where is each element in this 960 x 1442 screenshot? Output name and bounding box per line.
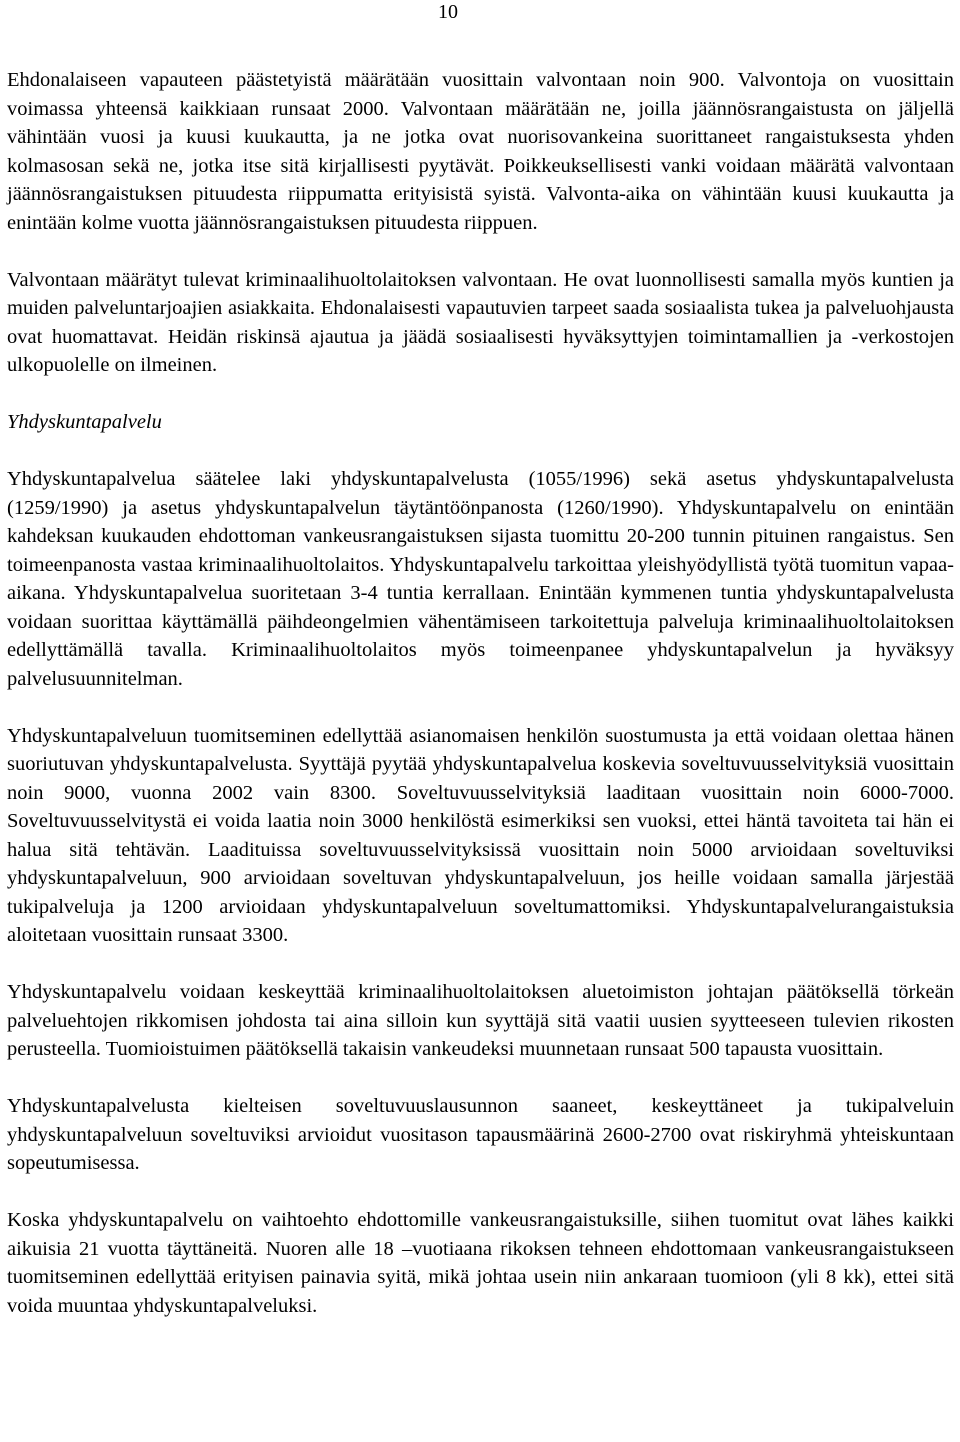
paragraph-parole-supervision: Ehdonalaiseen vapauteen päästetyistä määrätään vuosittain valvontaan noin 900. Valvontoja on vuosittain voimassa yhteensä kaikkiaan runsaat 2000. Valvontaan määrätään ne, joilla jäännösrangaistusta on jäljellä vähintään vuosi ja kuusi kuukautta, ja ne jotka ovat nuorisovankeina suorittaneet rangaistuksesta yhden kolmasosan sekä ne, jotka itse sitä kirjallisesti pyytävät. Poikkeuksellisesti vanki voidaan määrätä valvontaan jäännösrangaistuksen pituudesta riippumatta erityisistä syistä. Valvonta-aika on vähintään kuusi kuukautta ja enintään kolme vuotta jäännösrangaistuksen pituudesta riippuen. bbox=[7, 69, 954, 234]
document-body bbox=[7, 66, 954, 1320]
paragraph-age-groups: Koska yhdyskuntapalvelu on vaihtoehto ehdottomille vankeusrangaistuksille, siihen tuomitut ovat lähes kaikki aikuisia 21 vuotta täyttäneitä. Nuoren alle 18 –vuotiaana rikoksen tehneen ehdottomaan vankeusrangaistukseen tuomitseminen edellyttää erityisen painavia syitä, mikä johtaa usein niin ankaraan tuomioon (yli 8 kk), ettei sitä voida muuntaa yhdyskuntapalveluksi. bbox=[7, 1209, 954, 1317]
paragraph-suitability-assessments: Yhdyskuntapalveluun tuomitseminen edellyttää asianomaisen henkilön suostumusta ja että voidaan olettaa hänen suoriutuvan yhdyskuntapalvelusta. Syyttäjä pyytää yhdyskuntapalvelua koskevia soveltuvuusselvityksiä vuosittain noin 9000, vuonna 2002 vain 8300. Soveltuvuusselvityksiä laaditaan vuosittain noin 6000-7000. Soveltuvuusselvitystä ei voida laatia noin 3000 henkilöstä esimerkiksi sen vuoksi, ettei häntä tavoiteta tai hän ei halua sitä tehtävän. Laadituissa soveltuvuusselvityksissä vuosittain noin 5000 arvioidaan soveltuviksi yhdyskuntapalveluun, 900 arvioidaan soveltuvan yhdyskuntapalveluun, jos heille voidaan samalla järjestää tukipalveluja ja 1200 arvioidaan yhdyskuntapalveluun soveltumattomiksi. Yhdyskuntapalvelurangaistuksia aloitetaan vuosittain runsaat 3300. bbox=[7, 724, 954, 946]
paragraph-supervision-needs: Valvontaan määrätyt tulevat kriminaalihuoltolaitoksen valvontaan. He ovat luonnollisesti samalla myös kuntien ja muiden palveluntarjoajien asiakkaita. Ehdonalaisesti vapautuvien tarpeet saada sosiaalista tukea ja palveluohjausta ovat huomattavat. Heidän riskinsä ajautua ja jäädä sosiaalisesti hyväksyttyjen toimintamallien ja -verkostojen ulkopuolelle on ilmeinen. bbox=[7, 268, 954, 376]
paragraph-interruption: Yhdyskuntapalvelu voidaan keskeyttää kriminaalihuoltolaitoksen aluetoimiston johtajan päätöksellä törkeän palveluehtojen rikkomisen johdosta tai aina silloin kun syyttäjä sitä vaatii uusien syytteeseen tulevien rikosten perusteella. Tuomioistuimen päätöksellä takaisin vankeudeksi muunnetaan runsaat 500 tapausta vuosittain. bbox=[7, 981, 954, 1060]
paragraph-community-service-law: Yhdyskuntapalvelua säätelee laki yhdyskuntapalvelusta (1055/1996) sekä asetus yhdyskuntapalvelusta (1259/1990) ja asetus yhdyskuntapalvelun täytäntöönpanosta (1260/1990). Yhdyskuntapalvelu on enintään kahdeksan kuukauden ehdottoman vankeusrangaistuksen sijasta tuomittu 20-200 tunnin pituinen rangaistus. Sen toimeenpanosta vastaa kriminaalihuoltolaitos. Yhdyskuntapalvelu tarkoittaa yleishyödyllistä työtä tuomitun vapaa-aikana. Yhdyskuntapalvelua suoritetaan 3-4 tuntia kerrallaan. Enintään kymmenen tuntia yhdyskuntapalvelusta voidaan suorittaa käyttämällä päihdeongelmien vähentämiseen tarkoitettuja palveluja kriminaalihuoltolaitoksen edellyttämällä tavalla. Kriminaalihuoltolaitos myös toimeenpanee yhdyskuntapalvelun ja hyväksyy palvelusuunnitelman. bbox=[7, 468, 954, 690]
section-heading: Yhdyskuntapalvelu bbox=[7, 411, 162, 433]
page-number: 10 bbox=[438, 1, 458, 23]
paragraph-risk-group: Yhdyskuntapalvelusta kielteisen soveltuvuuslausunnon saaneet, keskeyttäneet ja tukipalveluin yhdyskuntapalveluun soveltuviksi arvioidut vuositason tapausmäärinä 2600-2700 ovat riskiryhmä yhteiskuntaan sopeutumisessa. bbox=[7, 1095, 954, 1174]
